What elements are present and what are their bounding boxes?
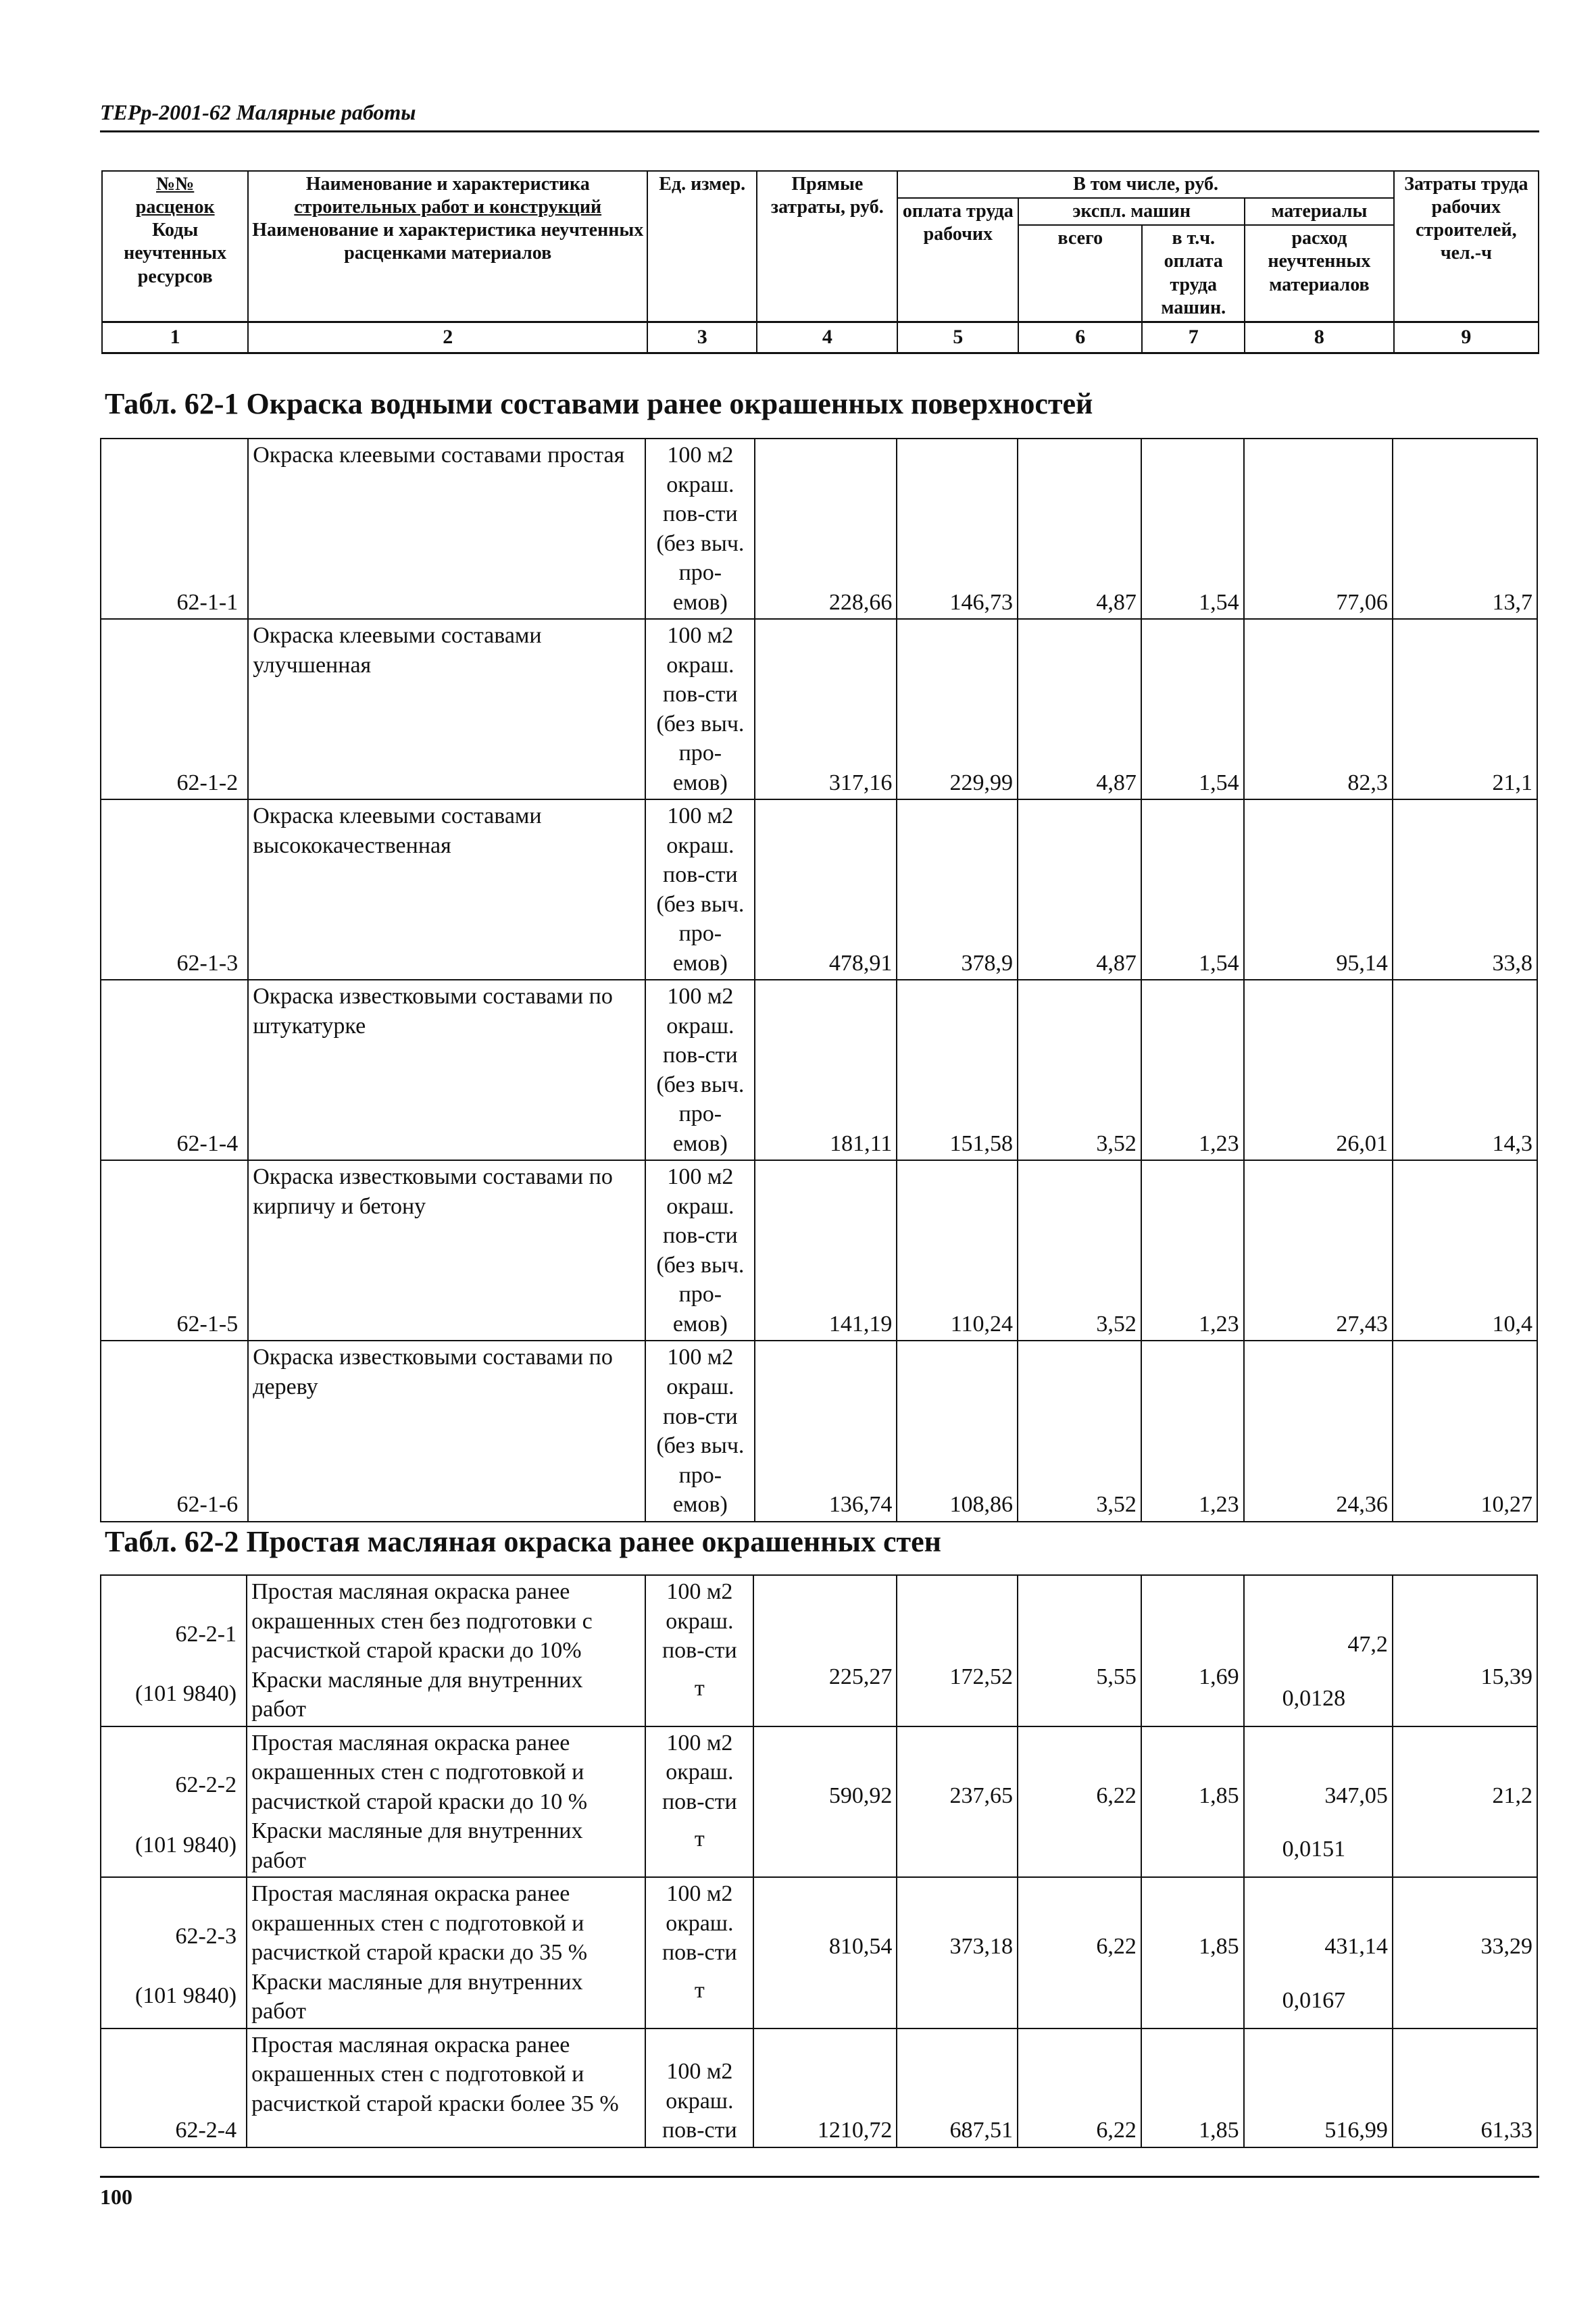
col-number: 4 <box>757 322 897 353</box>
work-name: Окраска клеевыми составами улучшенная <box>248 619 645 799</box>
worker-wages: 151,58 <box>897 980 1018 1160</box>
machine-wages: 1,54 <box>1141 619 1244 799</box>
worker-wages: 229,99 <box>897 619 1018 799</box>
unit-cell: 100 м2 окраш. пов-сти <box>645 2028 753 2147</box>
machines-total: 6,22 <box>1018 1726 1141 1878</box>
machine-wages: 1,85 <box>1141 1726 1244 1878</box>
unit-cell: 100 м2 окраш. пов-сти (без выч. про- емов) <box>645 1341 755 1521</box>
machine-wages: 1,23 <box>1141 1160 1244 1341</box>
unit-cell: 100 м2 окраш. пов-сти т <box>645 1877 753 2028</box>
col-number: 3 <box>647 322 757 353</box>
machine-wages: 1,23 <box>1141 980 1244 1160</box>
table-1-title: Табл. 62-1 Окраска водными составами ранее окрашенных поверхностей <box>105 387 1093 420</box>
table-row <box>101 1341 1537 1521</box>
work-name: Простая масляная окраска ранее окрашенных стен с подготовкой и расчисткой старой краски более 35 % <box>247 2028 645 2147</box>
work-name: Окраска известковыми составами по кирпичу и бетону <box>248 1160 645 1341</box>
worker-wages: 172,52 <box>897 1575 1018 1726</box>
worker-wages: 378,9 <box>897 799 1018 980</box>
materials: 24,36 <box>1244 1341 1393 1521</box>
unit-cell: 100 м2 окраш. пов-сти (без выч. про- емов) <box>645 799 755 980</box>
col-machine-wages-header: в т.ч. оплата труда машин. <box>1142 225 1245 322</box>
col-unit-header: Ед. измер. <box>647 171 757 322</box>
worker-wages: 687,51 <box>897 2028 1018 2147</box>
labor-hours: 33,8 <box>1393 799 1537 980</box>
machine-wages: 1,23 <box>1141 1341 1244 1521</box>
col-number: 2 <box>248 322 647 353</box>
page-number: 100 <box>100 2176 1539 2210</box>
machines-total: 3,52 <box>1018 980 1141 1160</box>
col-number: 8 <box>1245 322 1394 353</box>
machines-total: 6,22 <box>1018 2028 1141 2147</box>
machine-wages: 1,54 <box>1141 439 1244 619</box>
labor-hours: 10,4 <box>1393 1160 1537 1341</box>
work-name: Окраска клеевыми составами простая <box>248 439 645 619</box>
materials-cell: 47,2 0,0128 <box>1244 1575 1393 1726</box>
work-name: Окраска клеевыми составами высококачественная <box>248 799 645 980</box>
machine-wages: 1,85 <box>1141 1877 1244 2028</box>
table-62-1 <box>100 438 1538 1522</box>
table-row <box>101 1575 1537 1726</box>
labor-hours: 61,33 <box>1393 2028 1537 2147</box>
table-row <box>101 439 1537 619</box>
machines-total: 4,87 <box>1018 799 1141 980</box>
unit-cell: 100 м2 окраш. пов-сти (без выч. про- емов) <box>645 619 755 799</box>
document-header: ТЕРр-2001-62 Малярные работы <box>100 100 1539 132</box>
unit-cell: 100 м2 окраш. пов-сти (без выч. про- емов) <box>645 1160 755 1341</box>
table-row <box>101 2028 1537 2147</box>
labor-hours: 14,3 <box>1393 980 1537 1160</box>
work-name: Окраска известковыми составами по дереву <box>248 1341 645 1521</box>
unit-cell: 100 м2 окраш. пов-сти т <box>645 1575 753 1726</box>
worker-wages: 110,24 <box>897 1160 1018 1341</box>
worker-wages: 237,65 <box>897 1726 1018 1878</box>
table-2-title: Табл. 62-2 Простая масляная окраска ранее окрашенных стен <box>105 1525 942 1558</box>
machine-wages: 1,85 <box>1141 2028 1244 2147</box>
machines-total: 3,52 <box>1018 1160 1141 1341</box>
col-machines-header: экспл. машин <box>1018 198 1245 225</box>
materials: 26,01 <box>1244 980 1393 1160</box>
direct-costs: 317,16 <box>755 619 897 799</box>
work-name-cell: Простая масляная окраска ранее окрашенных стен с подготовкой и расчисткой старой краски до 10 % Краски масляные для внутренних работ <box>247 1726 645 1878</box>
machines-total: 3,52 <box>1018 1341 1141 1521</box>
table-row <box>101 1877 1537 2028</box>
work-name-cell: Простая масляная окраска ранее окрашенных стен без подготовки с расчисткой старой краски до 10% Краски масляные для внутренних работ <box>247 1575 645 1726</box>
machines-total: 5,55 <box>1018 1575 1141 1726</box>
direct-costs: 141,19 <box>755 1160 897 1341</box>
table-row <box>101 1160 1537 1341</box>
col-machines-total-header: всего <box>1018 225 1142 322</box>
rate-code: 62-1-6 <box>101 1341 248 1521</box>
col-number: 7 <box>1142 322 1245 353</box>
machines-total: 6,22 <box>1018 1877 1141 2028</box>
unit-cell: 100 м2 окраш. пов-сти (без выч. про- емов) <box>645 439 755 619</box>
col-number: 9 <box>1394 322 1539 353</box>
rate-code-cell: 62-2-1 (101 9840) <box>101 1575 247 1726</box>
labor-hours: 10,27 <box>1393 1341 1537 1521</box>
materials-cell: 347,05 0,0151 <box>1244 1726 1393 1878</box>
machine-wages: 1,54 <box>1141 799 1244 980</box>
table-row <box>101 619 1537 799</box>
work-name-cell: Простая масляная окраска ранее окрашенных стен с подготовкой и расчисткой старой краски до 35 % Краски масляные для внутренних работ <box>247 1877 645 2028</box>
col-name-header: Наименование и характеристика строительных работ и конструкций Наименование и характеристика неучтенных расценками материалов <box>248 171 647 322</box>
work-name: Окраска известковыми составами по штукатурке <box>248 980 645 1160</box>
materials: 95,14 <box>1244 799 1393 980</box>
rate-code: 62-1-3 <box>101 799 248 980</box>
col-wages-header: оплата труда рабочих <box>897 198 1018 322</box>
direct-costs: 478,91 <box>755 799 897 980</box>
direct-costs: 228,66 <box>755 439 897 619</box>
materials: 77,06 <box>1244 439 1393 619</box>
table-row <box>101 799 1537 980</box>
col-number: 1 <box>102 322 248 353</box>
machines-total: 4,87 <box>1018 439 1141 619</box>
rate-code-cell: 62-2-2 (101 9840) <box>101 1726 247 1878</box>
direct-costs: 810,54 <box>753 1877 897 2028</box>
rate-code-cell: 62-2-3 (101 9840) <box>101 1877 247 2028</box>
direct-costs: 1210,72 <box>753 2028 897 2147</box>
worker-wages: 373,18 <box>897 1877 1018 2028</box>
rate-code: 62-1-2 <box>101 619 248 799</box>
col-codes-header: №№ расценок Коды неучтенных ресурсов <box>102 171 248 322</box>
col-materials-header: материалы <box>1245 198 1394 225</box>
rate-code: 62-1-5 <box>101 1160 248 1341</box>
col-direct-costs-header: Прямые затраты, руб. <box>757 171 897 322</box>
rate-code: 62-1-1 <box>101 439 248 619</box>
materials: 27,43 <box>1244 1160 1393 1341</box>
worker-wages: 108,86 <box>897 1341 1018 1521</box>
table-62-2 <box>100 1574 1538 2148</box>
rate-code: 62-2-4 <box>101 2028 247 2147</box>
col-number: 5 <box>897 322 1018 353</box>
labor-hours: 15,39 <box>1393 1575 1537 1726</box>
unit-cell: 100 м2 окраш. пов-сти т <box>645 1726 753 1878</box>
labor-hours: 13,7 <box>1393 439 1537 619</box>
materials-cell: 431,14 0,0167 <box>1244 1877 1393 2028</box>
unit-cell: 100 м2 окраш. пов-сти (без выч. про- емов) <box>645 980 755 1160</box>
machine-wages: 1,69 <box>1141 1575 1244 1726</box>
col-number: 6 <box>1018 322 1142 353</box>
direct-costs: 136,74 <box>755 1341 897 1521</box>
direct-costs: 590,92 <box>753 1726 897 1878</box>
labor-hours: 33,29 <box>1393 1877 1537 2028</box>
labor-hours: 21,2 <box>1393 1726 1537 1878</box>
col-group-header: В том числе, руб. <box>897 171 1393 198</box>
direct-costs: 225,27 <box>753 1575 897 1726</box>
col-labor-header: Затраты труда рабочих строителей, чел.-ч <box>1394 171 1539 322</box>
worker-wages: 146,73 <box>897 439 1018 619</box>
table-row <box>101 1726 1537 1878</box>
rate-code: 62-1-4 <box>101 980 248 1160</box>
materials: 516,99 <box>1244 2028 1393 2147</box>
column-header-table <box>101 170 1539 354</box>
table-row <box>101 980 1537 1160</box>
direct-costs: 181,11 <box>755 980 897 1160</box>
machines-total: 4,87 <box>1018 619 1141 799</box>
materials: 82,3 <box>1244 619 1393 799</box>
col-material-consumption-header: расход неучтенных материалов <box>1245 225 1394 322</box>
labor-hours: 21,1 <box>1393 619 1537 799</box>
